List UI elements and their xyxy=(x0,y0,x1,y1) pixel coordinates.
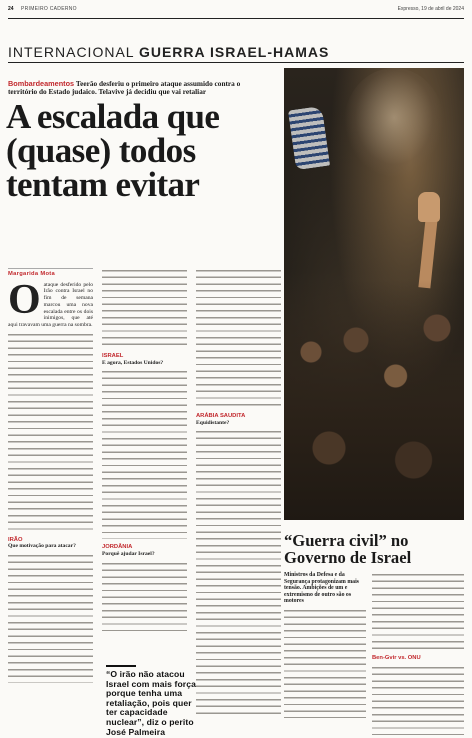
section-kicker xyxy=(8,44,329,60)
subhead-saudi: ARÁBIA SAUDITA xyxy=(196,413,246,419)
photo-fist xyxy=(418,192,440,222)
question-4: Equidistante? xyxy=(196,419,230,426)
page-header xyxy=(8,6,464,16)
lead-label: Bombardeamentos xyxy=(8,79,75,88)
sidebar-subtitle xyxy=(284,572,366,718)
subhead-iran: IRÃO xyxy=(8,536,23,543)
kicker-prefix: INTERNACIONAL xyxy=(8,44,135,60)
intro-text: ataque desferido pelo Irão contra Israel no fim de semana marcou uma nova escalada entre os dois inimigos, que até aqui travavam uma guerra na sombra. xyxy=(8,281,93,328)
pull-quote xyxy=(106,665,202,737)
article-column-2 xyxy=(102,268,187,631)
body-text-block xyxy=(8,332,93,532)
kicker-rule xyxy=(8,62,464,63)
body-text-block xyxy=(196,429,281,719)
kicker-topic: GUERRA ISRAEL-HAMAS xyxy=(138,44,330,60)
subhead-jordan: JORDÂNIA xyxy=(102,544,133,551)
body-text-block xyxy=(102,561,187,631)
byline: Margarida Mota xyxy=(8,268,93,278)
photo-smoke xyxy=(344,68,444,178)
question-1: Que motivação para atacar? xyxy=(8,543,76,550)
body-text-block xyxy=(372,572,464,650)
sidebar-column xyxy=(372,572,464,735)
body-text-block xyxy=(102,369,187,539)
dropcap: O xyxy=(8,276,41,323)
question-3: Porquê ajudar Israel? xyxy=(102,551,155,558)
body-text-block xyxy=(8,553,93,683)
sidebar-title: “Guerra civil” no Governo de Israel xyxy=(284,531,412,567)
headline: A escalada que (quase) todos tentam evitar xyxy=(6,97,220,204)
pull-quote-rule xyxy=(106,665,136,667)
question-2: E agora, Estados Unidos? xyxy=(102,359,164,366)
section-name: PRIMEIRO CADERNO xyxy=(20,6,77,12)
lead-text xyxy=(8,80,264,97)
photo-arm xyxy=(418,218,437,289)
body-text-block xyxy=(196,268,281,408)
article-photo xyxy=(284,68,464,520)
body-text-block xyxy=(372,665,464,735)
article-column-3 xyxy=(196,268,281,719)
photo-crowd xyxy=(284,280,464,520)
body-text-block xyxy=(284,608,366,718)
body-text-block xyxy=(102,268,187,348)
pull-quote-text: “O irão não atacou Israel com mais força porque tenha uma retaliação, pois quer ter capacidade nuclear”, diz o perito José Palmeira xyxy=(106,669,196,737)
article-column-1 xyxy=(8,268,93,683)
photo-flag xyxy=(288,106,330,170)
subhead-israel: ISRAEL xyxy=(102,353,124,359)
page-number: 24 xyxy=(8,6,14,12)
edition-date: Expresso, 19 de abril de 2024 xyxy=(397,6,464,12)
lead-body: Teerão desferiu o primeiro ataque assumido contra o território do Estado judaico. Telavive já decidiu que vai retaliar xyxy=(8,79,241,97)
sidebar-side-heading: Ben-Gvir vs. ONU xyxy=(372,655,421,661)
sidebar-subtitle-text: Ministros da Defesa e da Segurança protagonizam mais tensão. Ambições de um e extremismo de outro são os motores xyxy=(284,572,359,605)
header-rule xyxy=(8,18,464,19)
